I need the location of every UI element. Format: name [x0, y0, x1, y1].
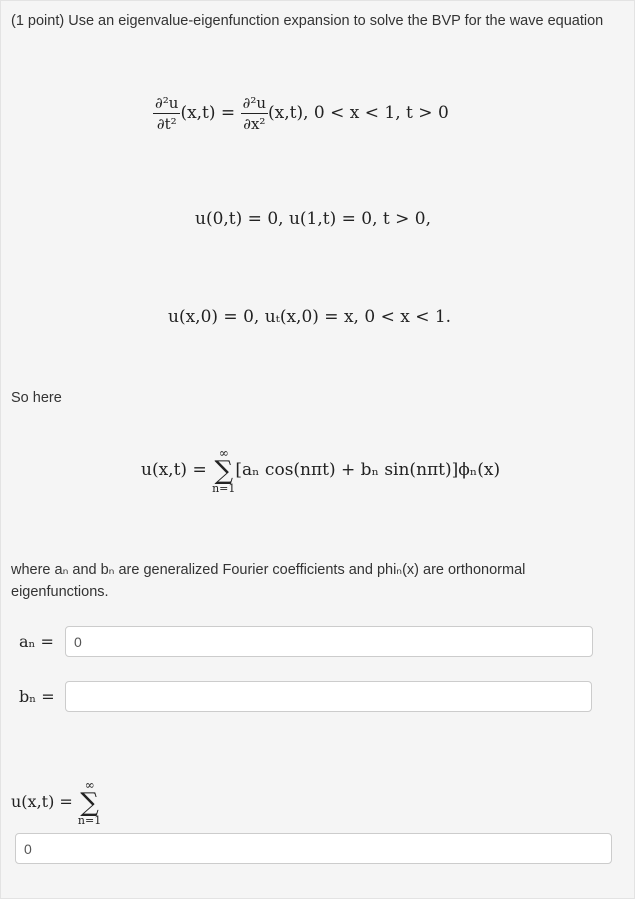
pde-lhs-den: ∂t²	[156, 115, 177, 133]
pde-tail: (x,t), 0 < x < 1, t > 0	[268, 103, 449, 123]
a-n-label: aₙ =	[19, 632, 54, 651]
pde-mid: (x,t) =	[180, 103, 236, 123]
u-solution-label	[11, 779, 101, 826]
pde-lhs-num: ∂²u	[155, 94, 179, 112]
pde-rhs-fraction	[241, 93, 268, 134]
so-here-text: So here	[11, 390, 62, 406]
b-n-input[interactable]	[65, 681, 592, 712]
points-label: (1 point)	[11, 13, 65, 29]
sum-upper: ∞	[218, 446, 229, 460]
expansion-body: [aₙ cos(nπt) + bₙ sin(nπt)]ϕₙ(x)	[235, 460, 501, 480]
u-sum-upper: ∞	[84, 778, 95, 792]
pde-rhs-num: ∂²u	[242, 94, 267, 112]
pde-equation	[153, 93, 449, 134]
where-text: where aₙ and bₙ are generalized Fourier coefficients and phiₙ(x) are orthonormal eigenfunctions.	[11, 562, 526, 600]
u-lhs: u(x,t) =	[11, 792, 73, 811]
u-sum-lower: n=1	[77, 814, 102, 827]
u-sum	[78, 779, 101, 826]
pde-lhs-fraction	[153, 93, 180, 134]
expansion-equation	[141, 447, 500, 494]
sum-lower: n=1	[212, 482, 236, 495]
sigma-symbol: ∑	[214, 456, 234, 486]
pde-rhs-den: ∂x²	[243, 115, 266, 133]
initial-conditions: u(x,0) = 0, uₜ(x,0) = x, 0 < x < 1.	[168, 307, 452, 327]
problem-intro	[11, 10, 611, 32]
u-sigma-symbol: ∑	[80, 788, 99, 818]
expansion-sum	[212, 447, 235, 494]
expansion-lhs: u(x,t) =	[141, 460, 207, 480]
u-solution-input[interactable]: 0	[15, 833, 612, 864]
intro-text: Use an eigenvalue-eigenfunction expansion to solve the BVP for the wave equation	[68, 13, 604, 29]
a-n-input[interactable]: 0	[65, 626, 593, 657]
b-n-label: bₙ =	[19, 687, 55, 706]
boundary-conditions: u(0,t) = 0, u(1,t) = 0, t > 0,	[195, 209, 431, 229]
